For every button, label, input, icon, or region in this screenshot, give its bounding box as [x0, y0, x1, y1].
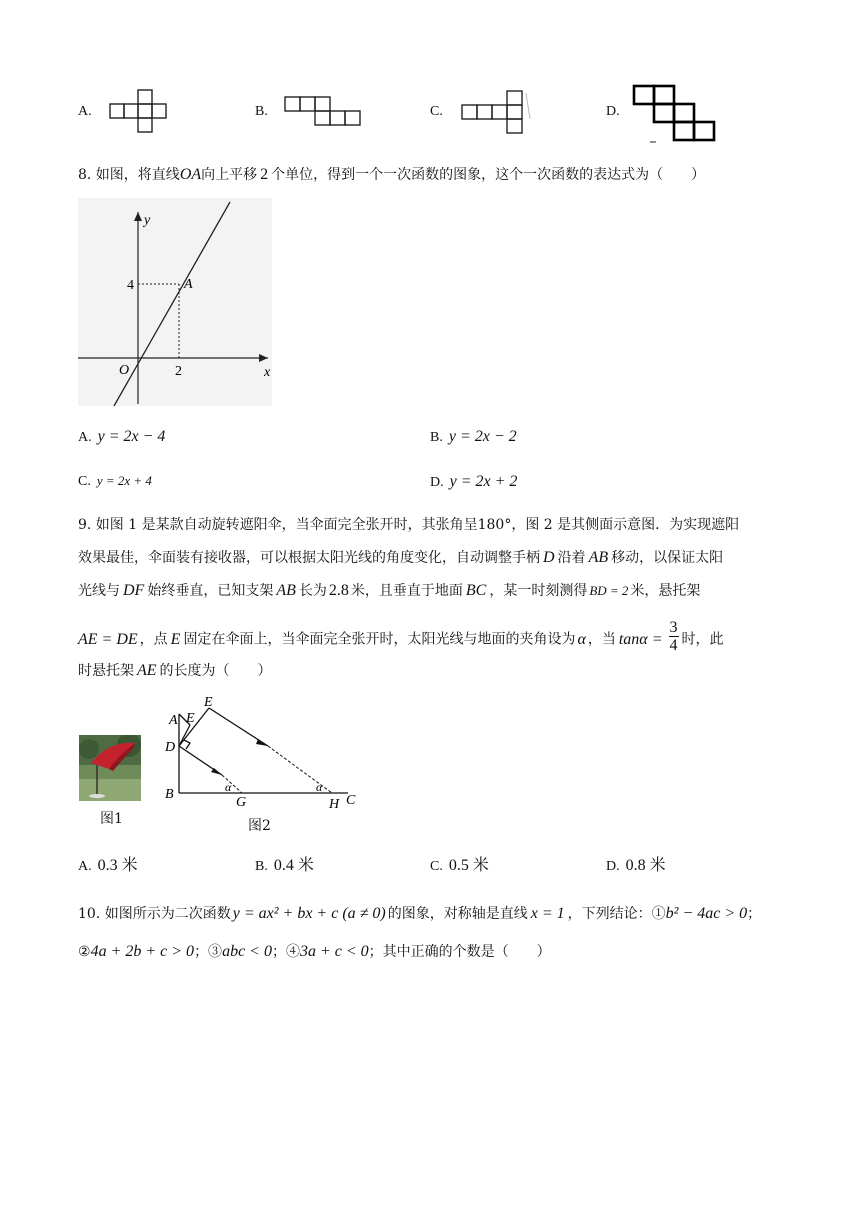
q7-option-d[interactable] [606, 103, 626, 120]
option-expr: y = 2x − 2 [448, 428, 517, 445]
q8-option-a[interactable] [78, 428, 165, 446]
q10-text: 10. 如图所示为二次函数 [78, 906, 231, 922]
q9-var-bc: BC [465, 582, 487, 599]
q9-var-ab: AB [276, 582, 296, 599]
option-label: B. [255, 104, 268, 119]
q9-option-a[interactable] [78, 852, 138, 875]
y-axis-label: y [144, 213, 151, 228]
q9-text: 米，且垂直于地面 [350, 583, 463, 599]
q10-conclusion-2: 4a + 2b + c > 0 [90, 943, 195, 960]
option-label: D. [606, 859, 620, 874]
q9-var-df: DF [123, 582, 145, 599]
q10-text: ；③ [194, 944, 223, 960]
q10-text: ；④ [271, 944, 300, 960]
q9-text: 效果最佳，伞面装有接收器，可以根据太阳光线的角度变化，自动调整手柄 [78, 550, 540, 566]
option-value: 0.4 米 [273, 857, 314, 874]
q10-line-2 [78, 941, 551, 961]
q9-option-b[interactable] [255, 852, 314, 875]
q9-text: 固定在伞面上，当伞面完全张开时，太阳光线与地面的夹角设为 [183, 631, 576, 648]
option-value: 0.3 米 [97, 857, 138, 874]
q10-text: 的图象，对称轴是直线 [387, 906, 528, 922]
q9-text: 的长度为（ ） [159, 663, 272, 679]
origin-label: O [119, 363, 130, 378]
q8-stem-suffix: 个单位，得到一个一次函数的图象，这个一次函数的表达式为（ ） [271, 167, 706, 183]
q9-line-2 [78, 547, 723, 567]
umbrella-photo [79, 735, 141, 801]
option-label: C. [78, 474, 91, 489]
q7-net-d [630, 82, 720, 148]
q9-var-alpha: α [577, 630, 586, 648]
q9-expr-ae-de: AE = DE [78, 630, 138, 648]
q10-conclusion-1: b² − 4ac > 0 [665, 905, 748, 922]
label-alpha-g: α [225, 780, 232, 794]
q10-text: ； [747, 906, 762, 922]
q8-stem-prefix: 8. 如图，将直线 [78, 167, 180, 183]
fraction-numerator: 3 [669, 619, 678, 636]
q10-text: ；其中正确的个数是（ ） [368, 944, 551, 960]
q9-text: 时，此 [681, 631, 724, 648]
x-tick-label: 2 [175, 364, 182, 379]
label-c: C [346, 793, 356, 808]
option-label: C. [430, 104, 443, 119]
q8-stem-mid: 向上平移 [201, 167, 258, 183]
fig1-caption: 图1 [100, 811, 123, 827]
q8-stem-num: 2 [260, 166, 269, 183]
option-value: 0.5 米 [448, 857, 489, 874]
q10-line-1 [78, 903, 761, 923]
q9-text: 光线与 [78, 583, 120, 599]
fraction-denominator: 4 [669, 637, 678, 654]
q7-option-a[interactable] [78, 103, 98, 120]
q8-option-c[interactable] [78, 473, 152, 490]
q9-var-ab: AB [588, 549, 609, 566]
q9-expr-bd: BD = 2 [589, 583, 629, 598]
q8-option-b[interactable] [430, 428, 517, 446]
y-tick-label: 4 [127, 278, 134, 293]
option-value: 0.8 米 [625, 857, 666, 874]
q9-line-3 [78, 580, 700, 600]
q9-expr-tan: tanα = [618, 630, 663, 648]
q7-option-c[interactable] [430, 103, 449, 120]
q9-fraction [669, 620, 679, 655]
q9-text: 始终垂直，已知支架 [147, 583, 274, 599]
umbrella-side-diagram [162, 694, 368, 812]
q10-conclusion-3: abc < 0 [222, 943, 272, 960]
option-label: D. [606, 104, 620, 119]
q10-function: y = ax² + bx + c (a ≠ 0) [232, 905, 386, 922]
fig2-caption: 图2 [248, 818, 271, 834]
q9-line-5 [78, 660, 272, 680]
option-expr: y = 2x + 2 [449, 473, 518, 490]
q10-axis: x = 1 [530, 905, 565, 922]
q8-stem [78, 164, 705, 184]
q9-text: ，点 [139, 631, 168, 648]
option-label: A. [78, 430, 92, 445]
label-h: H [329, 797, 340, 812]
q7-option-b[interactable] [255, 103, 274, 120]
q10-text: ，下列结论：① [567, 906, 666, 922]
label-g: G [236, 795, 247, 810]
q8-stem-var: OA [179, 166, 202, 183]
q8-graph [78, 198, 272, 406]
q8-option-d[interactable] [430, 473, 517, 491]
label-a: A [169, 713, 178, 728]
q9-num: 2.8 [328, 582, 349, 599]
q9-text: 米，悬托架 [630, 583, 701, 599]
q7-net-c [460, 89, 532, 135]
option-label: B. [255, 859, 268, 874]
q9-option-d[interactable] [606, 852, 666, 875]
q9-option-c[interactable] [430, 852, 489, 875]
label-b: B [165, 787, 174, 802]
q9-text: 移动，以保证太阳 [611, 550, 724, 566]
option-label: D. [430, 475, 444, 490]
option-expr: y = 2x − 4 [97, 428, 166, 445]
q10-text: ② [78, 944, 91, 960]
label-d: D [165, 740, 176, 755]
q9-text: 沿着 [557, 550, 586, 566]
x-axis-label: x [264, 365, 271, 380]
option-label: B. [430, 430, 443, 445]
option-expr: y = 2x + 4 [96, 473, 152, 488]
q9-var-ae: AE [137, 662, 157, 679]
q9-text: ，某一时刻测得 [489, 583, 588, 599]
q9-var-e: E [170, 630, 181, 648]
option-label: C. [430, 859, 443, 874]
q9-text: 长为 [298, 583, 327, 599]
q7-net-b [283, 95, 363, 129]
label-e-small: E [186, 711, 195, 726]
q9-text: 时悬托架 [78, 663, 134, 679]
q9-line-4 [78, 619, 724, 657]
q9-var-d: D [543, 549, 555, 566]
option-label: A. [78, 859, 92, 874]
label-e: E [204, 695, 213, 710]
q7-net-a [108, 88, 172, 134]
label-alpha-h: α [316, 780, 323, 794]
option-label: A. [78, 104, 92, 119]
point-a-label: A [184, 277, 193, 292]
q10-conclusion-4: 3a + c < 0 [299, 943, 369, 960]
q9-text: ，当 [587, 631, 616, 648]
q9-line-1: 9. 如图 1 是某款自动旋转遮阳伞，当伞面完全张开时，其张角呈180°，图 2 是其侧面示意图．为实现遮阳 [78, 517, 740, 533]
